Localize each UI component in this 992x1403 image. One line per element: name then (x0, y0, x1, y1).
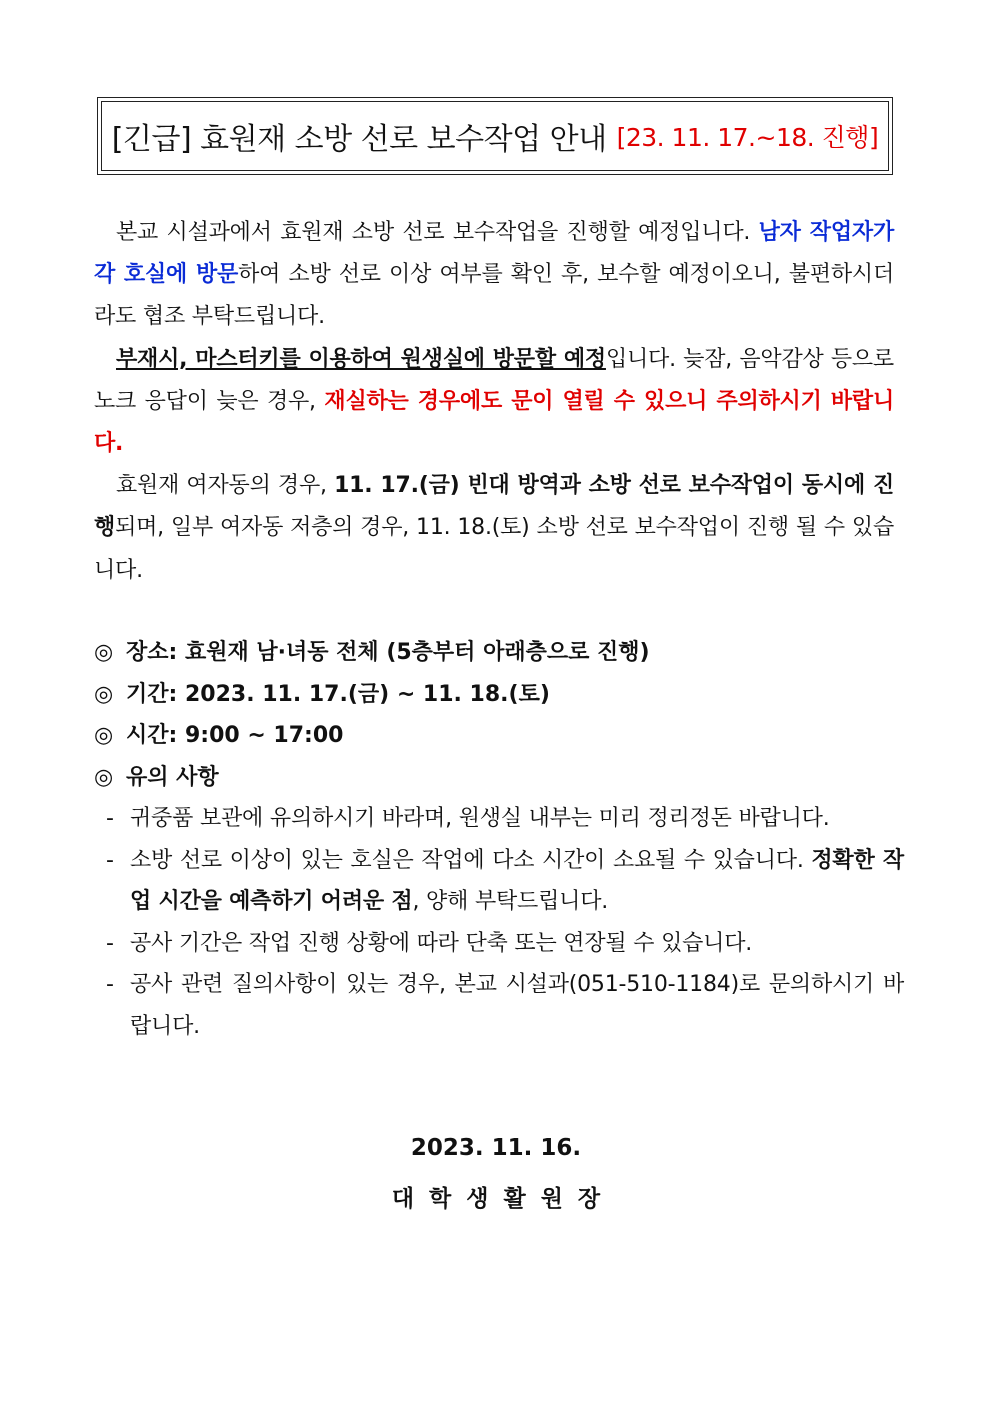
bullet-mark: ◎ (94, 681, 114, 707)
info-time-text: 시간: 9:00 ~ 17:00 (126, 723, 344, 748)
title-inner-border (101, 101, 889, 171)
p2-warning-red: 재실하는 경우에도 문이 열릴 수 있으니 주의하시기 바랍니다. (94, 388, 895, 457)
p1-highlight-blue: 남자 작업자가 각 호실에 방문 (94, 220, 894, 288)
note-1-text: 귀중품 보관에 유의하시기 바라며, 원생실 내부는 미리 정리정돈 바랍니다. (130, 806, 830, 831)
info-time (94, 715, 904, 757)
note-item-4 (94, 964, 904, 1047)
issuer-name: 대학생활원장 (391, 1186, 616, 1212)
note-2-bold: 정확한 작업 시간을 예측하기 어려운 점 (130, 847, 904, 914)
paragraph-2 (94, 339, 894, 466)
paragraph-3 (94, 465, 894, 592)
document-title: [긴급] 효원재 소방 선로 보수작업 안내 (111, 122, 607, 157)
notes-heading-text: 유의 사항 (126, 764, 219, 790)
bullet-mark: ◎ (94, 640, 114, 665)
note-3-text: 공사 기간은 작업 진행 상황에 따라 단축 또는 연장될 수 있습니다. (130, 930, 753, 956)
note-4-text: 공사 관련 질의사항이 있는 경우, 본교 시설과(051-510-1184)로 문의하시기 바랍니다. (130, 972, 904, 1039)
bullet-mark: ◎ (94, 723, 114, 748)
dash-mark: - (106, 972, 114, 997)
p2-underlined: 부재시, 마스터키를 이용하여 원생실에 방문할 예정 (116, 346, 606, 372)
info-period-text: 기간: 2023. 11. 17.(금) ~ 11. 18.(토) (126, 681, 550, 707)
paragraph-1 (94, 212, 894, 339)
dash-mark: - (106, 930, 114, 956)
p3-text-a: 효원재 여자동의 경우, (116, 473, 335, 499)
title-box (97, 97, 893, 175)
p3-bold: 11. 17.(금) 빈대 방역과 소방 선로 보수작업이 동시에 진행 (94, 473, 894, 541)
dash-mark: - (106, 847, 114, 873)
p1-text-a: 본교 시설과에서 효원재 소방 선로 보수작업을 진행할 예정입니다. (116, 220, 759, 245)
info-notes-heading (94, 757, 904, 799)
note-item-3 (94, 923, 904, 965)
note-2-text-a: 소방 선로 이상이 있는 호실은 작업에 다소 시간이 소요될 수 있습니다. (130, 847, 812, 873)
note-2-text-c: , 양해 부탁드립니다. (412, 889, 609, 914)
note-item-1 (94, 798, 904, 840)
info-place (94, 632, 904, 674)
info-place-text: 장소: 효원재 남·녀동 전체 (5층부터 아래층으로 진행) (126, 640, 650, 665)
issue-date: 2023. 11. 16. (410, 1135, 582, 1161)
bullet-mark: ◎ (94, 764, 114, 790)
p2-text-b: 입니다. 늦잠, 음악감상 등으로 노크 응답이 늦은 경우, (94, 346, 894, 414)
info-period (94, 674, 904, 716)
dash-mark: - (106, 806, 114, 831)
title-schedule: [23. 11. 17.~18. 진행] (616, 123, 879, 152)
p3-text-c: 되며, 일부 여자동 저층의 경우, 11. 18.(토) 소방 선로 보수작업이 진행 될 수 있습니다. (94, 515, 894, 583)
info-section (94, 632, 904, 1047)
note-item-2 (94, 840, 904, 923)
p1-text-c: 하여 소방 선로 이상 여부를 확인 후, 보수할 예정이오니, 불편하시더라도 협조 부탁드립니다. (94, 262, 894, 330)
notice-body (94, 212, 894, 592)
